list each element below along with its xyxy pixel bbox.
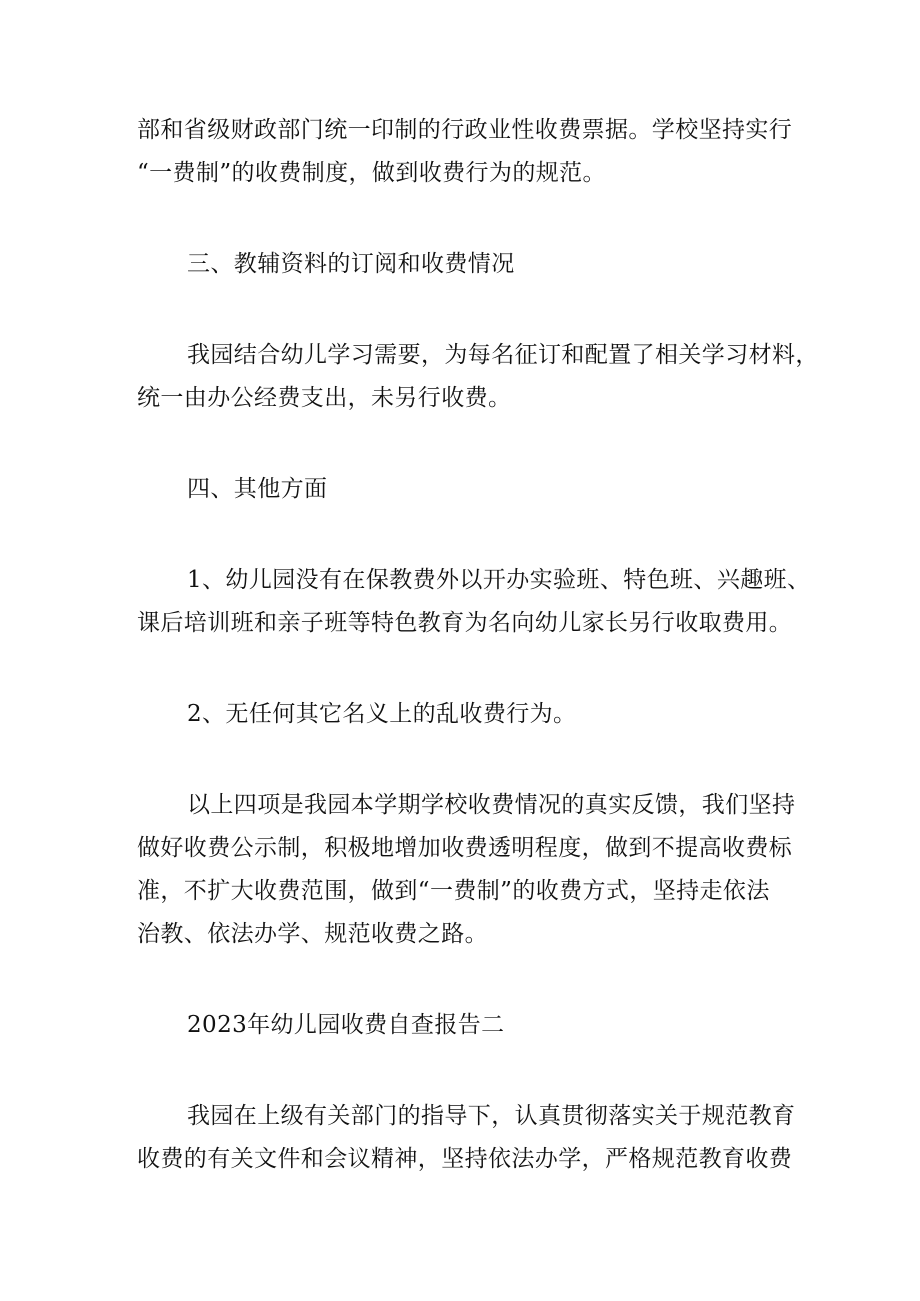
text-line: 1、幼儿园没有在保教费外以开办实验班、特色班、兴趣班、 [187, 567, 811, 593]
text-line: 准，不扩大收费范围，做到“一费制”的收费方式，坚持走依法 [137, 878, 770, 904]
title-text: 2023年幼儿园收费自查报告二 [187, 1012, 505, 1038]
paragraph-summary [137, 784, 796, 956]
heading-text: 四、其他方面 [187, 476, 328, 502]
text-line: 以上四项是我园本学期学校收费情况的真实反馈，我们坚持 [187, 792, 796, 818]
section-heading-3 [137, 243, 792, 286]
text-line: 课后培训班和亲子班等特色教育为名向幼儿家长另行收取费用。 [137, 610, 793, 636]
paragraph-materials [137, 334, 819, 420]
paragraph-report-2-intro [137, 1095, 796, 1181]
text-line: 部和省级财政部门统一印制的行政业性收费票据。学校坚持实行 [137, 117, 793, 143]
report-title-2 [137, 1004, 792, 1047]
heading-text: 三、教辅资料的订阅和收费情况 [187, 251, 515, 277]
text-line: 收费的有关文件和会议精神，坚持依法办学，严格规范教育收费 [137, 1146, 793, 1172]
paragraph-item-1 [137, 559, 811, 645]
document-body [137, 109, 819, 1229]
paragraph-item-2 [137, 693, 792, 736]
section-heading-4 [137, 468, 792, 511]
text-line: 做好收费公示制，积极地增加收费透明程度，做到不提高收费标 [137, 835, 793, 861]
text-line: 我园在上级有关部门的指导下，认真贯彻落实关于规范教育 [187, 1103, 796, 1129]
paragraph-receipts [137, 109, 792, 195]
text-line: 治教、依法办学、规范收费之路。 [137, 921, 488, 947]
text-line: 我园结合幼儿学习需要，为每名征订和配置了相关学习材料， [187, 342, 819, 368]
text-line: 统一由办公经费支出，未另行收费。 [137, 385, 512, 411]
text-line: 2、无任何其它名义上的乱收费行为。 [187, 701, 577, 727]
text-line: “一费制”的收费制度，做到收费行为的规范。 [137, 160, 606, 186]
